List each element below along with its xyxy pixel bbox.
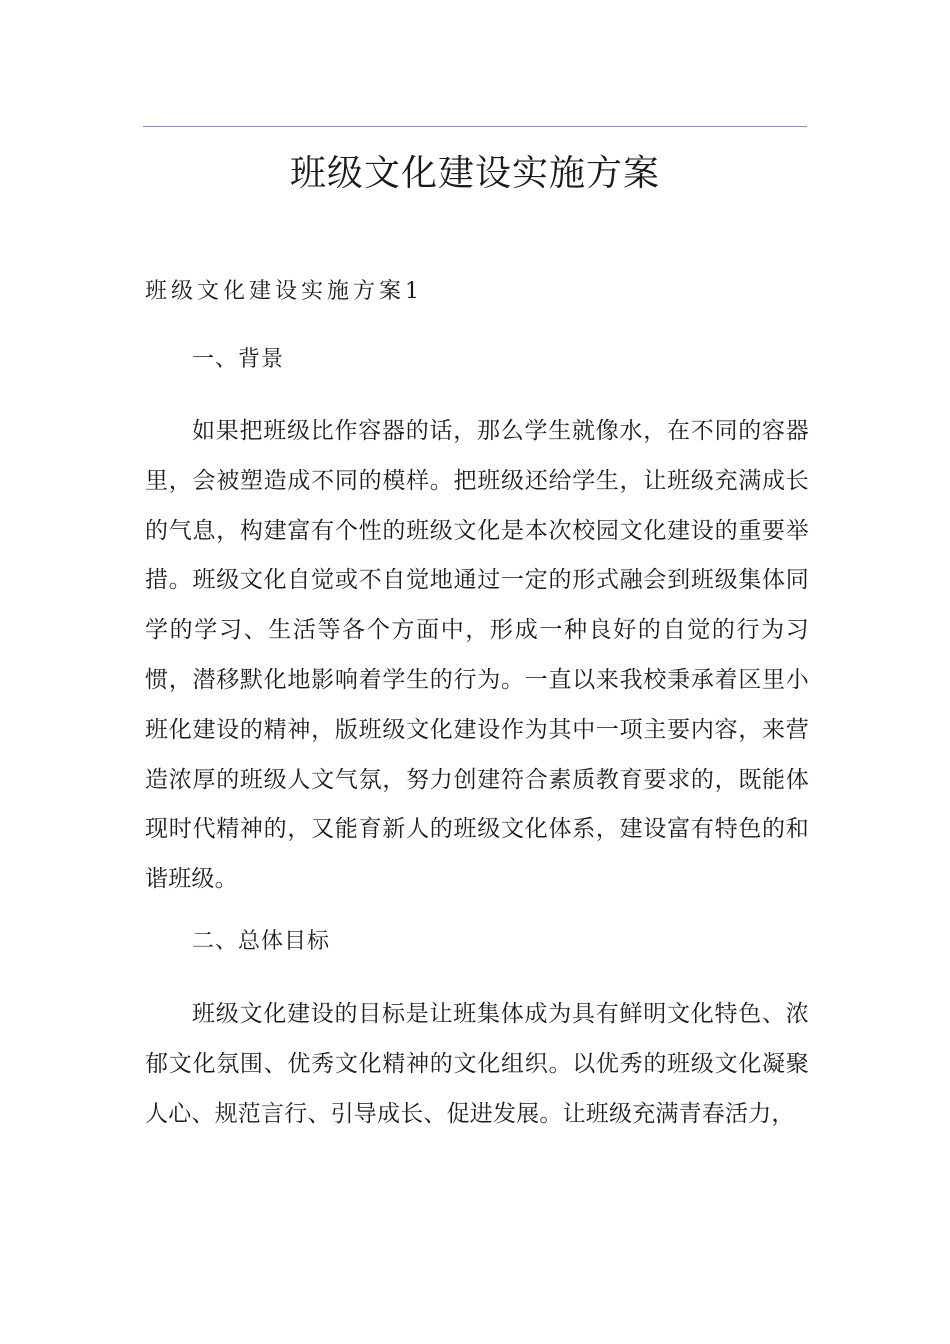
- paragraph-background: 如果把班级比作容器的话，那么学生就像水，在不同的容器里，会被塑造成不同的模样。把班级还给学生，让班级充满成长的气息，构建富有个性的班级文化是本次校园文化建设的重要举措。班级文化自觉或不自觉地通过一定的形式融会到班级集体同学的学习、生活等各个方面中，形成一种良好的自觉的行为习惯，潜移默化地影响着学生的行为。一直以来我校秉承着区里小班化建设的精神，版班级文化建设作为其中一项主要内容，来营造浓厚的班级人文气氛，努力创建符合素质教育要求的，既能体现时代精神的，又能育新人的班级文化体系，建设富有特色的和谐班级。: [145, 418, 809, 893]
- header-rule: [143, 126, 807, 127]
- document-title: 班级文化建设实施方案: [289, 153, 660, 194]
- heading-background: 一、背景: [192, 347, 285, 372]
- paragraph-overall-goal: 班级文化建设的目标是让班集体成为具有鲜明文化特色、浓郁文化氛围、优秀文化精神的文化组织。以优秀的班级文化凝聚人心、规范言行、引导成长、促进发展。让班级充满青春活力，: [145, 1001, 809, 1127]
- section-title: 班级文化建设实施方案1: [145, 279, 423, 304]
- heading-overall-goal: 二、总体目标: [192, 929, 331, 954]
